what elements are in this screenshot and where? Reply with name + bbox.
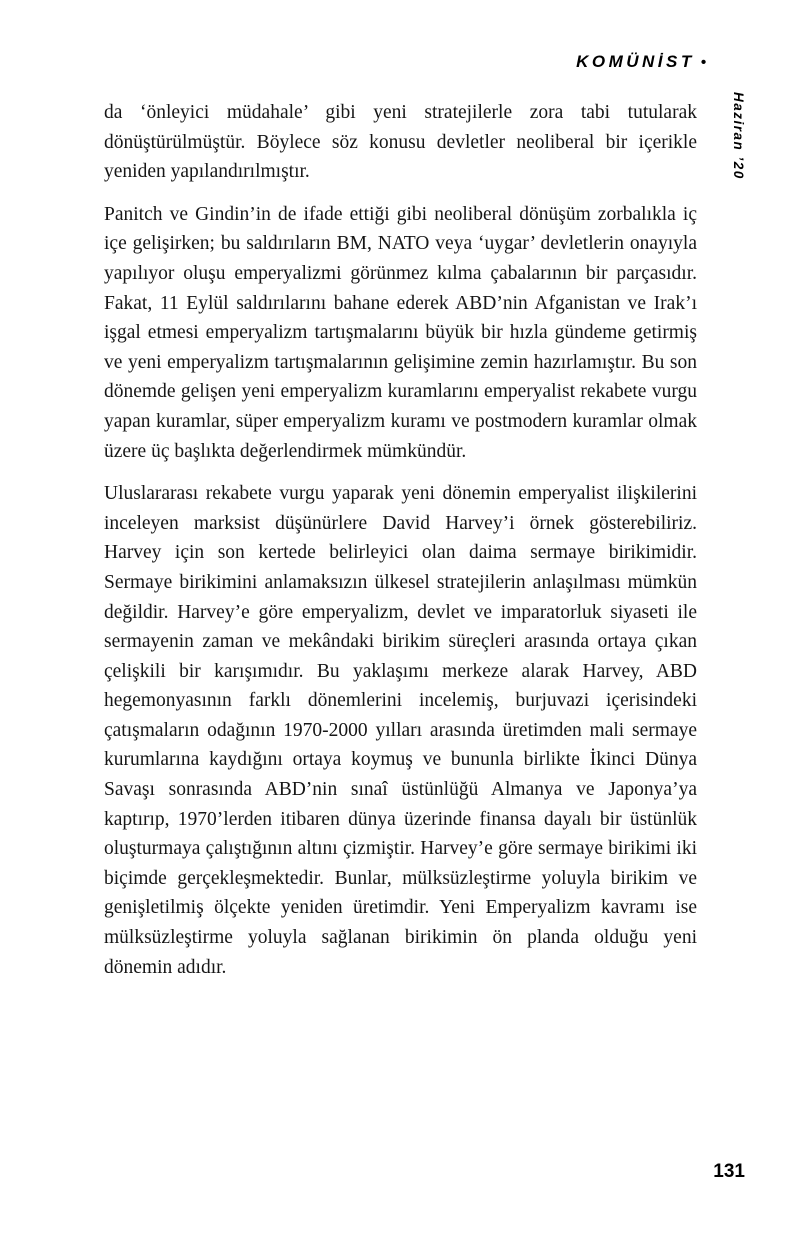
page-body — [104, 98, 697, 995]
journal-title: KOMÜNİST — [576, 52, 695, 71]
paragraph-harvey: Uluslararası rekabete vurgu yaparak yeni dönemin emperyalist ilişkilerini inceleyen marksist düşünürlere David Harvey’i örnek gösterebiliriz. Harvey için son kertede belirleyici olan daima sermaye birikimidir. Sermaye birikimini anlamaksızın ülkesel stratejilerin anlaşılması mümkün değildir. Harvey’e göre emperyalizm, devlet ve imparatorluk siyaseti ile sermayenin zaman ve mekândaki birikim süreçleri arasında ortaya çıkan çelişkili bir karışımıdır. Bu yaklaşımı merkeze alarak Harvey, ABD hegemonyasının farklı dönemlerini incelemiş, burjuvazi içerisindeki çatışmaların odağının 1970-2000 yılları arasında üretimden mali sermaye kurumlarına kaydığını ortaya koymuş ve bununla birlikte İkinci Dünya Savaşı sonrasında ABD’nin sınaî üstünlüğü Almanya ve Japonya’ya kaptırıp, 1970’lerden itibaren dünya üzerinde finansa dayalı bir üstünlük oluşturmaya çalıştığının altını çizmiştir. Harvey’e göre sermaye birikimi iki biçimde gerçekleşmektedir. Bunlar, mülksüzleştirme yoluyla birikim ve genişletilmiş ölçekte yeniden üretimdir. Yeni Emperyalizm kavramı ise mülksüzleştirme yoluyla sağlanan birikimin ön planda olduğu yeni dönemin adıdır. — [104, 483, 697, 978]
issue-date-vertical: Haziran ’20 — [731, 92, 746, 180]
page-header — [576, 52, 706, 72]
header-bullet-icon: • — [700, 54, 706, 71]
paragraph-panitch-gindin: Panitch ve Gindin’in de ifade ettiği gibi neoliberal dönüşüm zorbalıkla iç içe gelişirken; bu saldırıların BM, NATO veya ‘uygar’ devletlerin onayıyla yapılıyor oluşu emperyalizmi görünmez kılma çabalarının bir parçasıdır. Fakat, 11 Eylül saldırılarını bahane ederek ABD’nin Afganistan ve Irak’ı işgal etmesi emperyalizm tartışmalarını büyük bir hızla gündeme getirmiş ve yeni emperyalizm tartışmalarının gelişimine zemin hazırlamıştır. Bu son dönemde gelişen yeni emperyalizm kuramlarını emperyalist rekabete vurgu yapan kuramlar, süper emperyalizm kuramı ve postmodern kuramlar olmak üzere üç başlıkta değerlendirmek mümkündür. — [104, 203, 697, 462]
page-number: 131 — [713, 1161, 745, 1182]
paragraph-continuation: da ‘önleyici müdahale’ gibi yeni stratejilerle zora tabi tutularak dönüştürülmüştür. Böylece söz konusu devletler neoliberal bir içerikle yeniden yapılandırılmıştır. — [104, 102, 697, 183]
